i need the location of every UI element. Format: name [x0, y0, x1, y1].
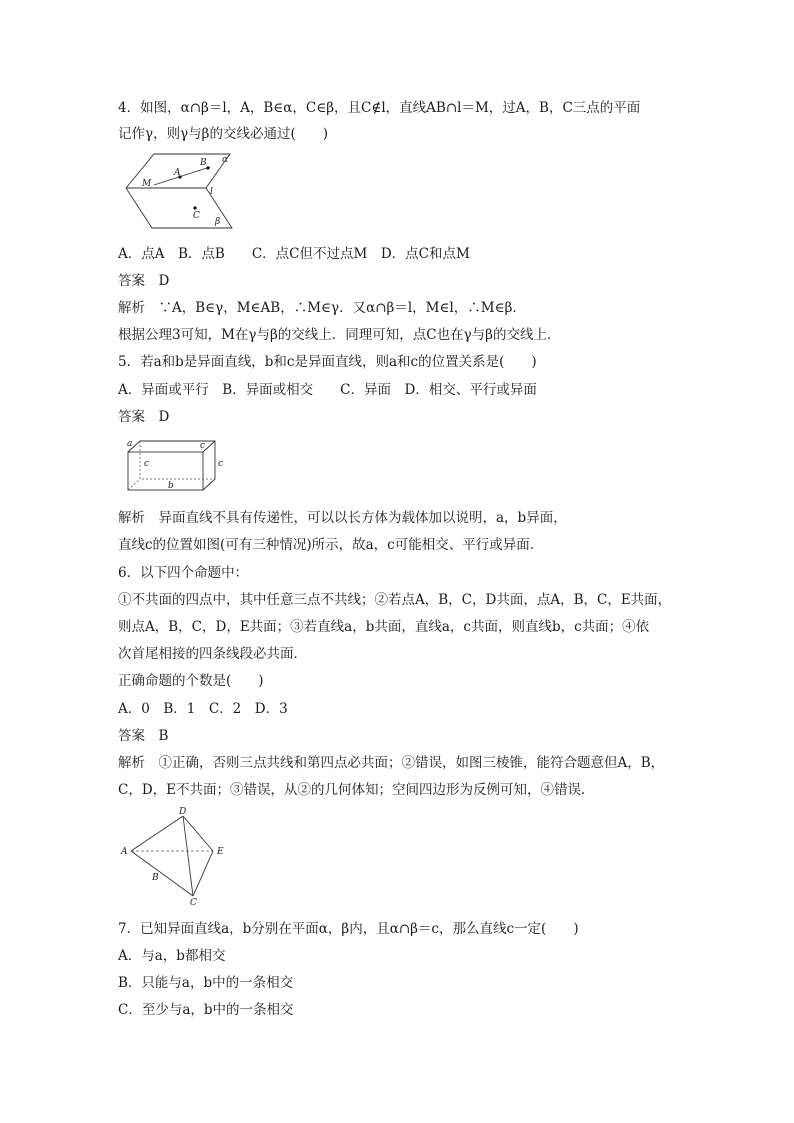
q4-label-l: l [210, 187, 213, 197]
q6-pyramid-figure [118, 806, 236, 906]
q6-prop-line1: ①不共面的四点中，其中任意三点不共线；②若点A，B，C，D共面，点A，B，C，E共面， [118, 592, 672, 608]
q6-label-E: E [217, 847, 224, 857]
q6-analysis-line2: C，D，E不共面；③错误，从②的几何体知；空间四边形为反例可知，④错误． [118, 782, 595, 798]
q6-answer: 答案 B [118, 728, 169, 744]
q4-label-alpha: α [222, 155, 229, 165]
q5-cuboid-figure [118, 436, 228, 498]
q4-options: A．点A B．点B C．点C但不过点M D．点C和点M [118, 246, 470, 262]
q4-label-M: M [142, 179, 152, 189]
q4-planes-figure [118, 150, 238, 232]
q7-option-b: B．只能与a，b中的一条相交 [118, 975, 294, 991]
q5-analysis-line1: 解析 异面直线不具有传递性，可以以长方体为载体加以说明，a，b异面， [118, 510, 567, 526]
q4-stem-line1: 4．如图，α∩β＝l，A，B∈α，C∈β，且C∉l，直线AB∩l＝M，过A，B，C三点的平面 [118, 100, 641, 116]
q5-label-c-top: c [200, 441, 206, 451]
q6-prop-line2: 则点A，B，C，D，E共面；③若直线a，b共面，直线a，c共面，则直线b，c共面；④依 [118, 619, 650, 635]
q6-prop-line3: 次首尾相接的四条线段必共面． [118, 646, 307, 662]
q5-options: A．异面或平行 B．异面或相交 C．异面 D．相交、平行或异面 [118, 382, 537, 398]
q5-label-c-right: c [218, 459, 224, 469]
q4-label-A: A [174, 168, 181, 178]
q6-stem: 6．以下四个命题中： [118, 565, 249, 581]
q4-stem-line2: 记作γ，则γ与β的交线必通过( ) [118, 126, 328, 142]
q6-question: 正确命题的个数是( ) [118, 673, 264, 689]
q5-answer: 答案 D [118, 409, 170, 425]
q5-stem: 5．若a和b是异面直线，b和c是异面直线，则a和c的位置关系是( ) [118, 354, 537, 370]
q6-options: A．0 B．1 C．2 D．3 [118, 701, 288, 717]
q5-label-a: a [127, 439, 133, 449]
q6-label-D: D [179, 807, 187, 817]
q6-analysis-line1: 解析 ①正确，否则三点共线和第四点必共面；②错误，如图三棱锥，能符合题意但A，B， [118, 755, 665, 771]
q4-label-C: C [193, 211, 200, 221]
q7-stem: 7．已知异面直线a，b分别在平面α，β内，且α∩β＝c，那么直线c一定( ) [118, 921, 579, 937]
q7-option-a: A．与a，b都相交 [118, 948, 226, 964]
q4-label-beta: β [215, 217, 221, 227]
q7-option-c: C．至少与a，b中的一条相交 [118, 1002, 294, 1018]
q6-label-B: B [152, 873, 159, 883]
q4-analysis-line1: 解析 ∵A，B∈γ，M∈AB，∴M∈γ．又α∩β＝l，M∈l，∴M∈β． [118, 300, 526, 316]
q6-label-A: A [121, 847, 128, 857]
q5-label-c-left: c [144, 459, 150, 469]
q6-label-C: C [190, 898, 197, 908]
q4-answer: 答案 D [118, 273, 170, 289]
q4-analysis-line2: 根据公理3可知，M在γ与β的交线上．同理可知，点C也在γ与β的交线上． [118, 327, 561, 343]
q5-label-b: b [168, 481, 174, 491]
q5-analysis-line2: 直线c的位置如图(可有三种情况)所示，故a，c可能相交、平行或异面． [118, 537, 544, 553]
q4-label-B: B [200, 158, 207, 168]
